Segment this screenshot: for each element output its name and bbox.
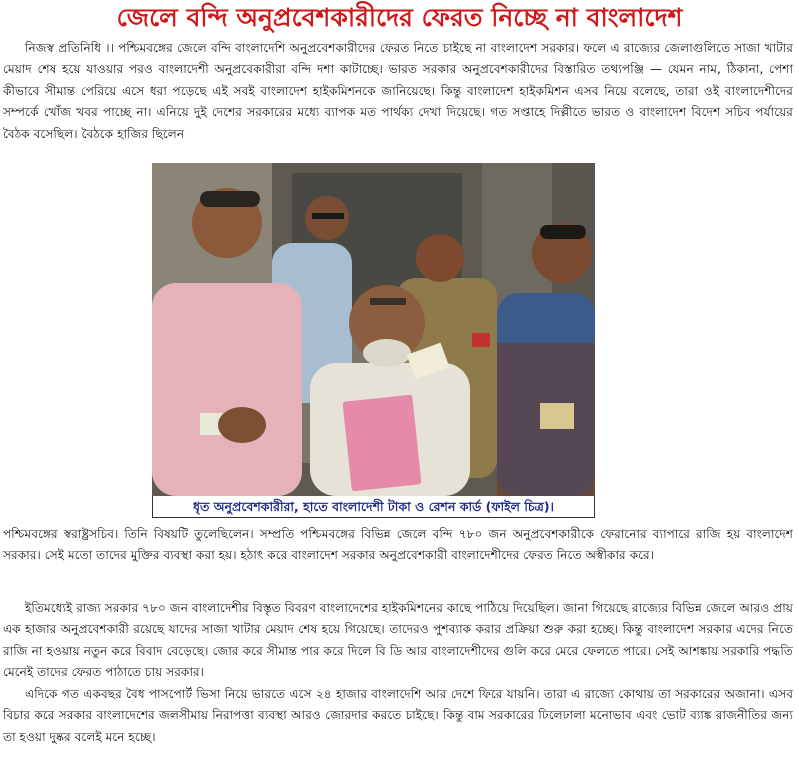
- headline: জেলে বন্দি অনুপ্রবেশকারীদের ফেরত নিচ্ছে না বাংলাদেশ: [116, 3, 683, 32]
- article-paragraph-2: ইতিমধ্যেই রাজ্য সরকার ৭৮০ জন বাংলাদেশীর বিস্তৃত বিবরণ বাংলাদেশের হাইকমিশনের কাছে পাঠিয়ে দিয়েছিল। জানা গিয়েছে রাজ্যের বিভিন্ন জেলে আরও প্রায় এক হাজার অনুপ্রবেশকারী রয়েছে যাদের সাজা খাটার মেয়াদ শেষ হয়ে গিয়েছে। তাদেরও পুশব্যাক করার প্রক্রিয়া শুরু করা হচ্ছে। কিন্তু বাংলাদেশ সরকার এদের নিতে রাজি না হওয়ায় নতুন করে বিবাদ বেড়েছে। জোর করে সীমান্ত পার করে দিলে বি ডি আর বাংলাদেশীদের গুলি করে মেরে ফেলতে পারে। সেই আশঙ্কায় সরকারি পদ্ধতি মেনেই তাদের ফেরত পাঠাতে চায় সরকার।: [3, 601, 793, 680]
- article-paragraph-1: পশ্চিমবঙ্গের স্বরাষ্ট্রসচিব। তিনি বিষয়টি তুলেছিলেন। সম্প্রতি পশ্চিমবঙ্গের বিভিন্ন জেলে বন্দি ৭৮০ জন অনুপ্রবেশকারীকে ফেরানোর ব্যাপারে রাজি হয় বাংলাদেশ সরকার। সেই মতো তাদের মুক্তির ব্যবস্থা করা হয়। হঠাৎ করে বাংলাদেশ সরকার অনুপ্রবেশকারী বাংলাদেশীদের ফেরত নিতে অস্বীকার করে।: [3, 527, 793, 563]
- news-photo: [152, 163, 595, 496]
- photo-caption: ধৃত অনুপ্রবেশকারীরা, হাতে বাংলাদেশী টাকা ও রেশন কার্ড (ফাইল চিত্র)।: [152, 496, 595, 518]
- article-paragraph-intro: নিজস্ব প্রতিনিধি ।। পশ্চিমবঙ্গের জেলে বন্দি বাংলাদেশি অনুপ্রবেশকারীদের ফেরত নিতে চাইছে না বাংলাদেশ সরকার। ফলে এ রাজ্যের জেলাগুলিতে সাজা খাটার মেয়াদ শেষ হয়ে যাওয়ার পরও বাংলাদেশী অনুপ্রবেকারীরা বন্দি দশা কাটাচ্ছে। ভারত সরকার অনুপ্রবেশকারীদের বিস্তারিত তথ্যপঞ্জি — যেমন নাম, ঠিকানা, পেশা কীভাবে সীমান্ত পেরিয়ে এসে ধরা পড়েছে এই সবই বাংলাদেশ হাইকমিশনকে জানিয়েছে। কিন্তু বাংলাদেশ হাইকমিশন এসব নিয়ে বলেছে, তারা ওই বাংলাদেশীদের সম্পর্কে খোঁজ খবর পাচ্ছে না। এনিয়ে দুই দেশের সরকারের মধ্যে ব্যাপক মত পার্থক্য দেখা দিয়েছে। গত সপ্তাহে দিল্লীতে ভারত ও বাংলাদেশ বিদেশ সচিব পর্যায়ের বৈঠক বসেছিল। বৈঠকে হাজির ছিলেন: [3, 41, 793, 141]
- photo-illustration: [152, 163, 595, 496]
- article-paragraph-3: এদিকে গত একবছর বৈধ পাসপোর্ট ভিসা নিয়ে ভারতে এসে ২৪ হাজার বাংলাদেশি আর দেশে ফিরে যায়নি। তারা এ রাজ্যে কোথায় তা সরকারের অজানা। এসব বিচার করে সরকার বাংলাদেশের জলসীমায় নিরাপত্তা ব্যবস্থা আরও জোরদার করতে চাইছে। কিন্তু বাম সরকারের ঢিলেঢালা মনোভাব এবং ভোট ব্যাঙ্ক রাজনীতির জন্য তা হওয়া দুষ্কর বলেই মনে হচ্ছে।: [3, 687, 793, 744]
- news-photo-figure: [152, 163, 595, 520]
